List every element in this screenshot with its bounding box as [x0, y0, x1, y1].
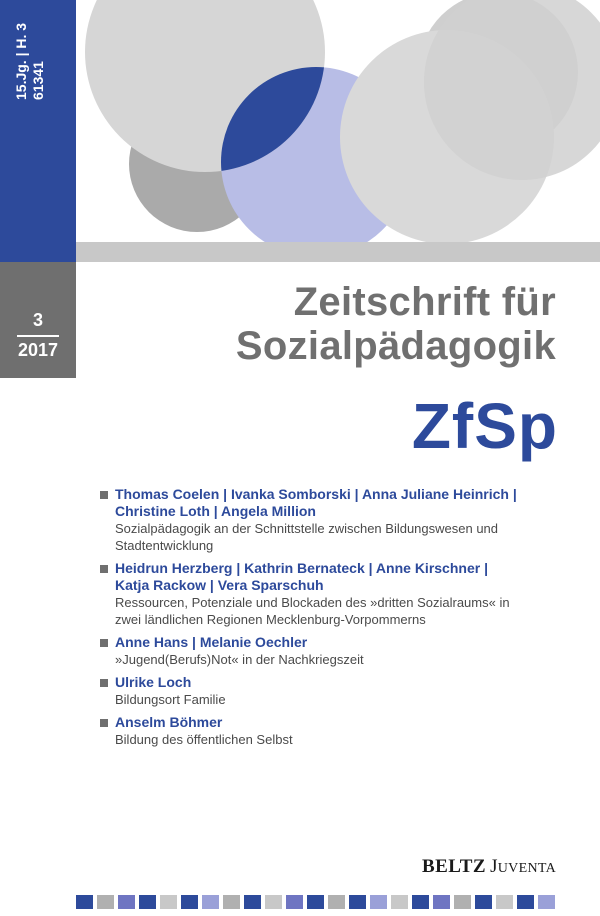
issue-year: 2017 [17, 340, 59, 360]
strip-square [139, 895, 156, 909]
authors-line: Katja Rackow | Vera Sparschuh [115, 577, 324, 593]
toc-authors [115, 560, 570, 594]
publisher-logo [422, 856, 556, 878]
bullet-square-icon [100, 639, 108, 647]
journal-title-line-2: Sozialpädagogik [235, 324, 556, 368]
strip-square [391, 895, 408, 909]
volume-issue-label: 15.Jg. | H. 3 [13, 22, 29, 100]
strip-square [118, 895, 135, 909]
strip-square [265, 895, 282, 909]
strip-square [202, 895, 219, 909]
spine-block [0, 0, 76, 262]
authors-line: Thomas Coelen | Ivanka Somborski | Anna Juliane Heinrich | [115, 486, 517, 502]
strip-square [223, 895, 240, 909]
journal-abbreviation: ZfSp [411, 390, 558, 462]
strip-square [160, 895, 177, 909]
strip-square [496, 895, 513, 909]
table-of-contents [100, 486, 570, 754]
toc-authors [115, 674, 570, 691]
spine-text [13, 22, 47, 100]
toc-entry [100, 674, 570, 708]
cover-artwork [0, 0, 600, 262]
authors-line: Anne Hans | Melanie Oechler [115, 634, 308, 650]
title-line: »Jugend(Berufs)Not« in der Nachkriegszeit [115, 652, 364, 667]
title-line: Sozialpädagogik an der Schnittstelle zwischen Bildungswesen und [115, 521, 499, 536]
strip-square [307, 895, 324, 909]
decorative-strip [76, 895, 559, 909]
strip-square [97, 895, 114, 909]
journal-title [236, 280, 556, 368]
strip-square [181, 895, 198, 909]
bullet-square-icon [100, 679, 108, 687]
toc-entry [100, 634, 570, 668]
strip-square [433, 895, 450, 909]
title-line: Ressourcen, Potenziale und Blockaden des »dritten Sozialraums« in [115, 595, 510, 610]
toc-authors [115, 486, 570, 520]
toc-title [115, 520, 570, 554]
toc-title [115, 731, 570, 748]
authors-line: Anselm Böhmer [115, 714, 223, 730]
authors-line: Heidrun Herzberg | Kathrin Bernateck | Anne Kirschner | [115, 560, 488, 576]
toc-authors [115, 634, 570, 651]
toc-entry [100, 486, 570, 554]
publisher-name-juventa [490, 856, 556, 877]
strip-square [286, 895, 303, 909]
strip-square [475, 895, 492, 909]
strip-square [244, 895, 261, 909]
gray-band [76, 242, 600, 262]
bullet-square-icon [100, 719, 108, 727]
strip-square [328, 895, 345, 909]
title-line: Bildungsort Familie [115, 692, 226, 707]
authors-line: Ulrike Loch [115, 674, 192, 690]
toc-title [115, 594, 570, 628]
strip-square [370, 895, 387, 909]
toc-entry [100, 714, 570, 748]
strip-square [517, 895, 534, 909]
title-line: zwei ländlichen Regionen Mecklenburg-Vorpommerns [115, 612, 426, 627]
issue-divider [17, 335, 59, 337]
toc-title [115, 651, 570, 668]
juventa-initial: J [490, 856, 498, 877]
toc-authors [115, 714, 570, 731]
strip-square [349, 895, 366, 909]
title-line: Bildung des öffentlichen Selbst [115, 732, 293, 747]
toc-title [115, 691, 570, 708]
journal-title-line-1: Zeitschrift für [293, 280, 556, 324]
publisher-name-beltz: BELTZ [421, 856, 487, 877]
juventa-rest: UVENTA [497, 861, 556, 876]
strip-square [412, 895, 429, 909]
toc-entry [100, 560, 570, 628]
strip-square [454, 895, 471, 909]
issue-number: 3 [32, 310, 43, 330]
issue-box [0, 262, 76, 378]
bullet-square-icon [100, 491, 108, 499]
title-line: Stadtentwicklung [115, 538, 214, 553]
issue-code: 61341 [30, 61, 46, 100]
bullet-square-icon [100, 565, 108, 573]
strip-square [538, 895, 555, 909]
strip-square [76, 895, 93, 909]
authors-line: Christine Loth | Angela Million [115, 503, 316, 519]
